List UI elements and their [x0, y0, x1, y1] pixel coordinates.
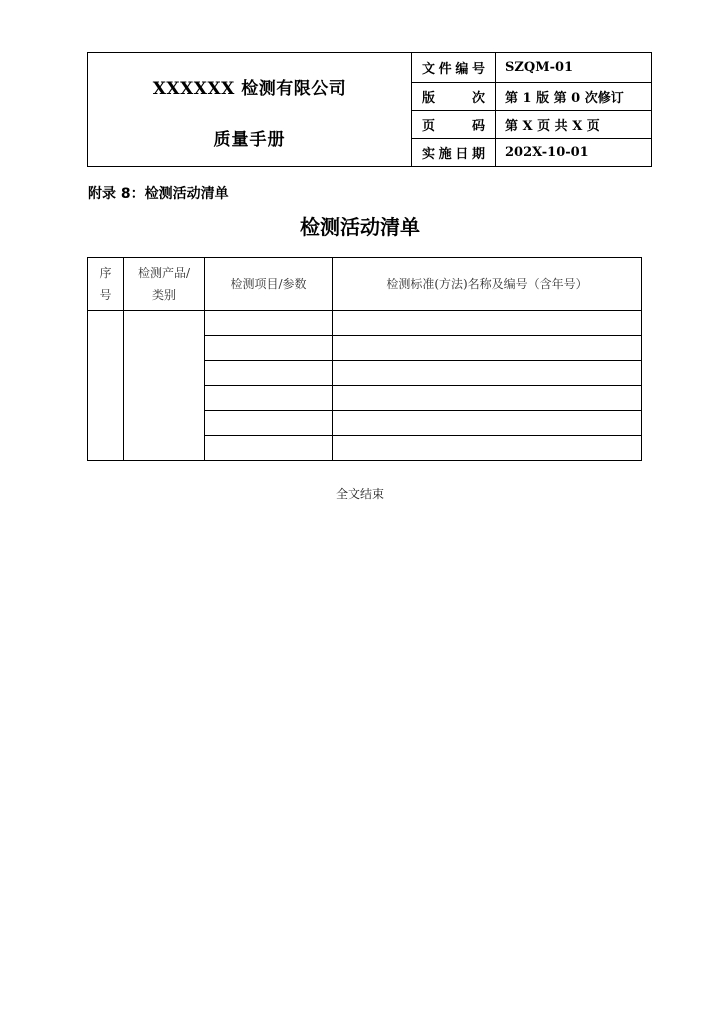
- standard-cell: [333, 311, 642, 336]
- doc-number-value: SZQM-01: [496, 53, 652, 83]
- standard-cell: [333, 386, 642, 411]
- seq-header-line1: 序: [99, 266, 112, 280]
- effective-date-label: 实施日期: [412, 139, 496, 167]
- effective-date-value: 202X-10-01: [496, 139, 652, 167]
- item-cell: [205, 336, 333, 361]
- page-title: 检测活动清单: [300, 215, 420, 239]
- edition-value: 第 1 版 第 0 次修订: [496, 83, 652, 111]
- table-row: [88, 311, 642, 336]
- end-of-document-text: 全文结束: [335, 487, 384, 501]
- col-header-category: [124, 258, 205, 311]
- col-header-seq: [88, 258, 124, 311]
- page-value: 第 X 页 共 X 页: [496, 111, 652, 139]
- page-label: 页码: [412, 111, 496, 139]
- item-cell: [205, 436, 333, 461]
- table-header-row: [88, 258, 642, 311]
- standard-cell: [333, 411, 642, 436]
- manual-name: 质量手册: [213, 129, 286, 150]
- testing-activity-table: [87, 257, 642, 461]
- seq-cell: [88, 311, 124, 461]
- category-cell: [124, 311, 205, 461]
- company-cell: [88, 53, 412, 167]
- category-header-line1: 检测产品/: [137, 266, 191, 280]
- item-cell: [205, 386, 333, 411]
- item-cell: [205, 311, 333, 336]
- item-cell: [205, 411, 333, 436]
- standard-cell: [333, 436, 642, 461]
- category-header-line2: 类别: [151, 288, 176, 302]
- edition-label: 版次: [412, 83, 496, 111]
- company-name: XXXXXX 检测有限公司: [152, 78, 347, 99]
- seq-header-line2: 号: [99, 288, 112, 302]
- document-header: [87, 52, 652, 167]
- appendix-label: 附录 8：检测活动清单: [88, 186, 229, 202]
- col-header-item: 检测项目/参数: [205, 258, 333, 311]
- doc-number-label: 文件编号: [412, 53, 496, 83]
- standard-cell: [333, 361, 642, 386]
- item-cell: [205, 361, 333, 386]
- standard-cell: [333, 336, 642, 361]
- col-header-standard: 检测标准(方法)名称及编号（含年号）: [333, 258, 642, 311]
